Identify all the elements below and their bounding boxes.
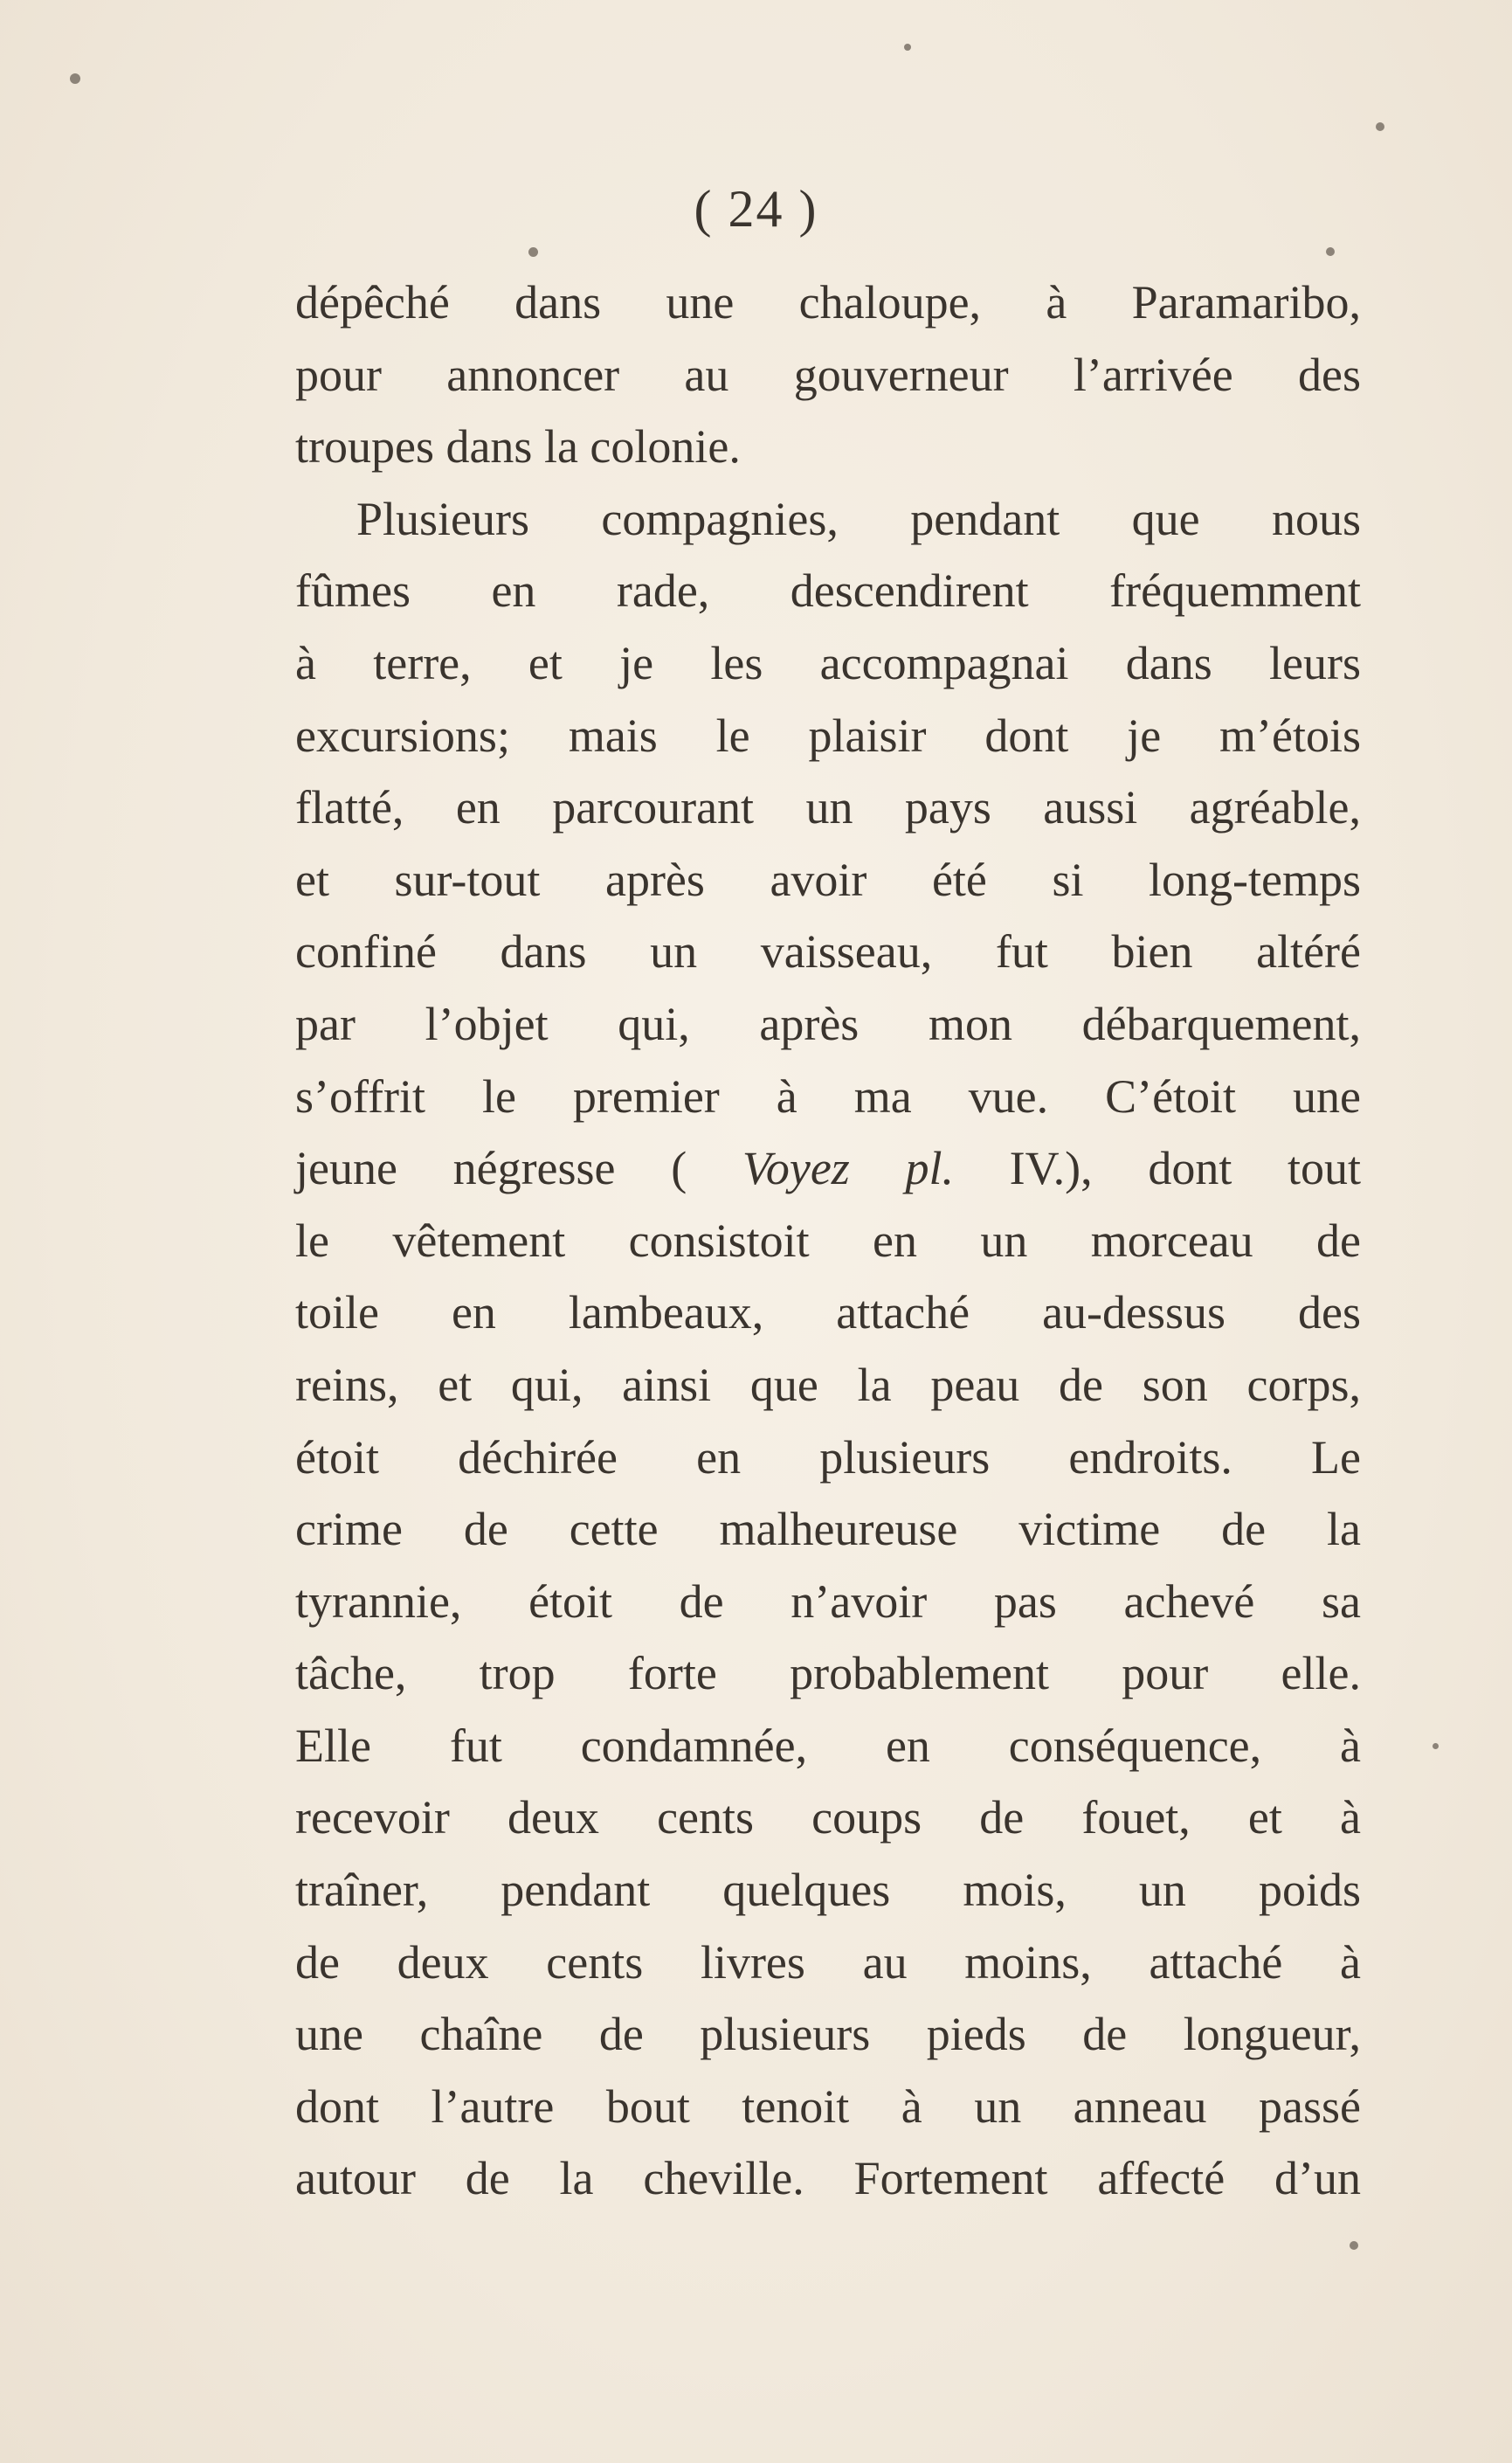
paper-speck xyxy=(904,44,911,51)
page-number: ( 24 ) xyxy=(694,180,818,238)
text-line: s’offrit le premier à ma vue. C’étoit une xyxy=(295,1069,1361,1123)
paper-speck xyxy=(528,247,538,257)
text-line: et sur-tout après avoir été si long-temps xyxy=(295,853,1361,906)
text-line: Elle fut condamnée, en conséquence, à xyxy=(295,1719,1361,1772)
text-line: flatté, en parcourant un pays aussi agréable, xyxy=(295,781,1361,834)
paper-speck xyxy=(70,73,80,84)
paper-speck xyxy=(1326,247,1335,256)
text-line: jeune négresse ( Voyez pl. IV.), dont tout xyxy=(295,1142,1362,1195)
text-line: fûmes en rade, descendirent fréquemment xyxy=(295,564,1361,618)
text-line: toile en lambeaux, attaché au-dessus des xyxy=(295,1286,1361,1339)
body-text xyxy=(295,266,1361,2215)
text-line: recevoir deux cents coups de fouet, et à xyxy=(295,1791,1361,1844)
paper-speck xyxy=(1433,1743,1439,1749)
text-line: dont l’autre bout tenoit à un anneau passé xyxy=(295,2079,1361,2133)
text-line: pour annoncer au gouverneur l’arrivée des xyxy=(295,348,1361,401)
text-line: le vêtement consistoit en un morceau de xyxy=(295,1214,1361,1267)
text-line: troupes dans la colonie. xyxy=(295,420,741,474)
paper-speck xyxy=(1350,2241,1358,2250)
text-line: tyrannie, étoit de n’avoir pas achevé sa xyxy=(295,1574,1361,1628)
text-line: autour de la cheville. Fortement affecté d’un xyxy=(295,2152,1361,2205)
text-line: une chaîne de plusieurs pieds de longueur, xyxy=(295,2008,1361,2061)
text-line: étoit déchirée en plusieurs endroits. Le xyxy=(295,1430,1361,1484)
text-line: reins, et qui, ainsi que la peau de son corps, xyxy=(295,1358,1361,1411)
text-line: confiné dans un vaisseau, fut bien altéré xyxy=(295,925,1361,979)
text-line: à terre, et je les accompagnai dans leurs xyxy=(295,636,1361,689)
text-line: de deux cents livres au moins, attaché à xyxy=(295,1935,1361,1989)
plate-reference: Voyez pl. xyxy=(742,1142,954,1195)
text-line: par l’objet qui, après mon débarquement, xyxy=(295,997,1361,1050)
text-line: traîner, pendant quelques mois, un poids xyxy=(295,1864,1361,1917)
text-line: tâche, trop forte probablement pour elle. xyxy=(295,1647,1361,1700)
text-line: Plusieurs compagnies, pendant que nous xyxy=(356,492,1361,545)
text-line: excursions; mais le plaisir dont je m’étois xyxy=(295,709,1361,762)
paper-speck xyxy=(1376,122,1384,131)
text-line: crime de cette malheureuse victime de la xyxy=(295,1503,1361,1556)
text-line: dépêché dans une chaloupe, à Paramaribo, xyxy=(295,276,1361,329)
